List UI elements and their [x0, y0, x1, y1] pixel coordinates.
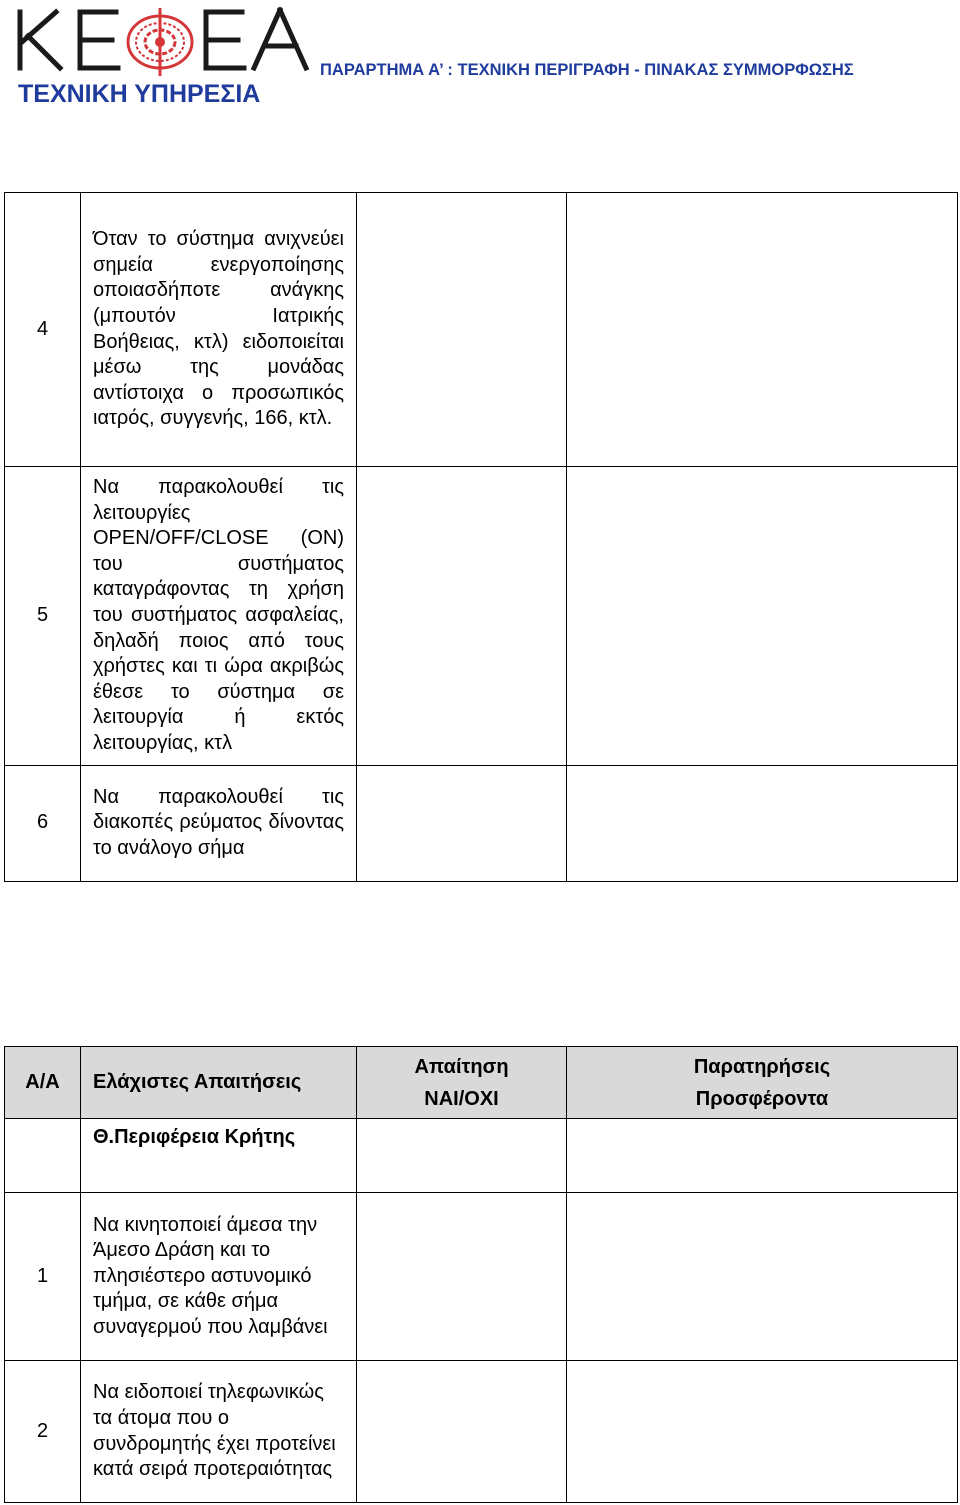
annex-title: ΠΑΡΑΡΤΗΜΑ Α’ : ΤΕΧΝΙΚΗ ΠΕΡΙΓΡΑΦΗ - ΠΙΝΑΚΑΣ ΣΥΜΜΟΡΦΩΣΗΣ: [320, 61, 854, 79]
requirement-text-content: Όταν το σύστημα ανιχνεύει σημεία ενεργοποίησης οποιασδήποτε ανάγκης (μπουτόν Ιατρικής Βοήθειας, κτλ) ειδοποιείται μέσω της μονάδας αντίστοιχα ο προσωπικός ιατρός, συγγενής, 166, κτλ.: [93, 228, 344, 430]
requirement-text: Να κινητοποιεί άμεσα την Άμεσο Δράση και το πλησιέστερο αστυνομικό τμήμα, σε κάθε σήμα συναγερμού που λαμβάνει: [81, 1193, 357, 1361]
row-number: 4: [5, 193, 81, 467]
remarks-cell[interactable]: [567, 193, 958, 467]
column-header-remarks: [567, 1047, 958, 1119]
requirement-text: Να ειδοποιεί τηλεφωνικώς τα άτομα που ο συνδρομητής έχει προτείνει κατά σειρά προτεραιότητας: [81, 1361, 357, 1503]
column-header-answer: [357, 1047, 567, 1119]
compliance-table-continued: [4, 192, 958, 882]
requirement-text: [81, 467, 357, 766]
requirement-text: [81, 765, 357, 881]
column-header-answer-line2: ΝΑΙ/ΟΧΙ: [424, 1087, 499, 1110]
requirement-text-content: Να παρακολουθεί τις λειτουργίες OPEN/OFF/CLOSE (ON) του συστήματος καταγράφοντας τη χρήση του συστήματος ασφαλείας, δηλαδή ποιος από τους χρήστες και τι ώρα ακριβώς έθεσε το σύστημα σε λειτουργία ή εκτός λειτουργίας, κτλ: [93, 476, 344, 754]
kefea-logo: [14, 6, 314, 82]
answer-cell[interactable]: [357, 467, 567, 766]
logo-graphic: [14, 6, 314, 82]
answer-cell[interactable]: [357, 1361, 567, 1503]
row-number: 5: [5, 467, 81, 766]
column-header-answer-line1: Απαίτηση: [414, 1055, 509, 1078]
column-header-remarks-line2: Προσφέροντα: [695, 1087, 829, 1110]
row-number: 1: [5, 1193, 81, 1361]
table-row: [5, 1193, 958, 1361]
compliance-table-crete: [4, 1046, 958, 1503]
table-header-row: [5, 1047, 958, 1119]
row-number: 6: [5, 765, 81, 881]
table-row: [5, 1361, 958, 1503]
remarks-cell[interactable]: [567, 1193, 958, 1361]
column-header-number: Α/Α: [5, 1047, 81, 1119]
table-row: [5, 765, 958, 881]
requirement-text: [81, 193, 357, 467]
section-row: [5, 1119, 958, 1193]
row-number: 2: [5, 1361, 81, 1503]
section-remarks-cell: [567, 1119, 958, 1193]
answer-cell[interactable]: [357, 1193, 567, 1361]
section-answer-cell: [357, 1119, 567, 1193]
answer-cell[interactable]: [357, 193, 567, 467]
table-row: [5, 193, 958, 467]
remarks-cell[interactable]: [567, 467, 958, 766]
department-title: ΤΕΧΝΙΚΗ ΥΠΗΡΕΣΙΑ: [18, 80, 261, 108]
column-header-requirements: Ελάχιστες Απαιτήσεις: [81, 1047, 357, 1119]
requirement-text-content: Να παρακολουθεί τις διακοπές ρεύματος δίνοντας το ανάλογο σήμα: [93, 785, 344, 859]
answer-cell[interactable]: [357, 765, 567, 881]
section-label: Θ.Περιφέρεια Κρήτης: [81, 1119, 357, 1193]
section-number-cell: [5, 1119, 81, 1193]
remarks-cell[interactable]: [567, 1361, 958, 1503]
table-row: [5, 467, 958, 766]
remarks-cell[interactable]: [567, 765, 958, 881]
column-header-remarks-line1: Παρατηρήσεις: [693, 1055, 831, 1078]
